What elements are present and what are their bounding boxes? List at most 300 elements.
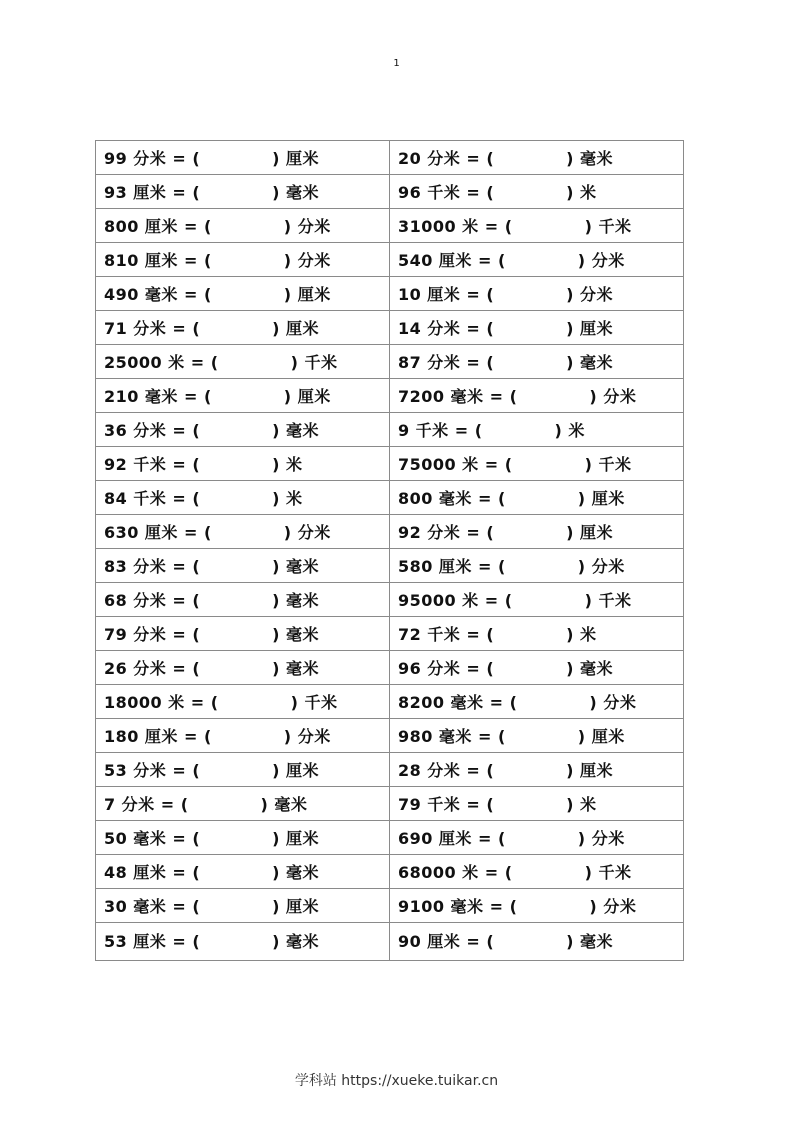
conversion-problem	[96, 141, 390, 175]
target-unit: 千米	[598, 455, 632, 474]
conversion-problem	[96, 685, 390, 719]
open-paren: (	[486, 761, 495, 780]
conversion-problem	[96, 549, 390, 583]
problem-text	[104, 418, 319, 441]
conversion-problem	[390, 549, 684, 583]
worksheet-row	[96, 753, 684, 787]
open-paren: (	[497, 829, 506, 848]
source-unit: 毫米	[144, 387, 178, 406]
equals-sign: =	[184, 251, 198, 270]
source-unit: 厘米	[144, 217, 178, 236]
problem-text	[104, 214, 331, 237]
equals-sign: =	[172, 319, 187, 338]
open-paren: (	[486, 659, 495, 678]
conversion-problem	[390, 753, 684, 787]
conversion-problem	[390, 787, 684, 821]
close-paren: )	[272, 455, 280, 474]
target-unit: 厘米	[286, 319, 320, 338]
close-paren: )	[283, 523, 292, 542]
conversion-problem	[390, 277, 684, 311]
problem-text	[398, 520, 613, 543]
open-paren: (	[192, 149, 201, 168]
problem-text	[104, 758, 319, 781]
worksheet-row	[96, 413, 684, 447]
worksheet-row	[96, 243, 684, 277]
target-unit: 分米	[297, 217, 331, 236]
worksheet-row	[96, 209, 684, 243]
target-unit: 分米	[591, 829, 625, 848]
open-paren: (	[192, 319, 201, 338]
open-paren: (	[486, 319, 495, 338]
target-unit: 毫米	[580, 932, 614, 951]
problem-text	[104, 588, 319, 611]
target-unit: 千米	[598, 217, 632, 236]
close-paren: )	[272, 319, 280, 338]
source-unit: 毫米	[133, 829, 167, 848]
conversion-problem	[96, 345, 390, 379]
quantity-value: 79	[398, 795, 422, 814]
problem-text	[398, 929, 613, 952]
equals-sign: =	[466, 285, 481, 304]
conversion-problem	[96, 787, 390, 821]
source-unit: 千米	[427, 625, 461, 644]
conversion-problem	[96, 209, 390, 243]
quantity-value: 20	[398, 149, 422, 168]
equals-sign: =	[172, 421, 187, 440]
source-unit: 分米	[133, 149, 167, 168]
problem-text	[104, 622, 319, 645]
problem-text	[104, 860, 319, 883]
problem-text	[104, 452, 303, 475]
quantity-value: 92	[104, 455, 128, 474]
problem-text	[104, 180, 319, 203]
target-unit: 米	[580, 795, 597, 814]
target-unit: 分米	[603, 693, 637, 712]
problem-text	[104, 826, 319, 849]
page-number: 1	[393, 58, 400, 69]
open-paren: (	[192, 591, 201, 610]
conversion-problem	[390, 719, 684, 753]
quantity-value: 210	[104, 387, 139, 406]
conversion-problem	[96, 277, 390, 311]
equals-sign: =	[172, 829, 187, 848]
equals-sign: =	[172, 489, 187, 508]
open-paren: (	[486, 625, 495, 644]
equals-sign: =	[484, 455, 499, 474]
target-unit: 分米	[591, 557, 625, 576]
quantity-value: 800	[104, 217, 139, 236]
close-paren: )	[283, 251, 292, 270]
close-paren: )	[566, 285, 574, 304]
equals-sign: =	[478, 829, 492, 848]
target-unit: 厘米	[297, 285, 331, 304]
source-unit: 厘米	[144, 727, 178, 746]
source-unit: 毫米	[450, 387, 484, 406]
open-paren: (	[497, 727, 506, 746]
open-paren: (	[203, 251, 212, 270]
quantity-value: 79	[104, 625, 128, 644]
close-paren: )	[272, 829, 280, 848]
open-paren: (	[192, 489, 201, 508]
open-paren: (	[486, 149, 495, 168]
problem-text	[398, 792, 597, 815]
problem-text	[398, 860, 631, 883]
worksheet-row	[96, 719, 684, 753]
quantity-value: 980	[398, 727, 433, 746]
equals-sign: =	[184, 727, 198, 746]
source-unit: 米	[168, 693, 185, 712]
target-unit: 分米	[603, 897, 637, 916]
open-paren: (	[504, 863, 513, 882]
open-paren: (	[509, 897, 518, 916]
conversion-problem	[390, 651, 684, 685]
worksheet-row	[96, 311, 684, 345]
problem-text	[398, 894, 636, 917]
quantity-value: 53	[104, 932, 128, 951]
open-paren: (	[192, 829, 201, 848]
problem-text	[104, 350, 337, 373]
quantity-value: 83	[104, 557, 128, 576]
conversion-problem	[96, 617, 390, 651]
equals-sign: =	[478, 251, 492, 270]
source-unit: 米	[462, 863, 479, 882]
conversion-problem	[390, 345, 684, 379]
source-unit: 米	[168, 353, 185, 372]
conversion-problem	[390, 617, 684, 651]
problem-text	[398, 180, 597, 203]
target-unit: 毫米	[580, 353, 614, 372]
conversion-problem	[390, 583, 684, 617]
problem-text	[104, 554, 319, 577]
problem-text	[104, 486, 303, 509]
equals-sign: =	[489, 693, 504, 712]
close-paren: )	[272, 897, 280, 916]
quantity-value: 68000	[398, 863, 457, 882]
conversion-problem	[96, 515, 390, 549]
close-paren: )	[584, 591, 593, 610]
target-unit: 毫米	[274, 795, 308, 814]
quantity-value: 84	[104, 489, 128, 508]
source-unit: 分米	[427, 353, 461, 372]
problem-text	[398, 316, 613, 339]
problem-text	[398, 248, 625, 271]
conversion-worksheet-table	[95, 140, 684, 961]
quantity-value: 9	[398, 421, 410, 440]
source-unit: 千米	[133, 489, 167, 508]
equals-sign: =	[478, 489, 492, 508]
problem-text	[398, 350, 613, 373]
quantity-value: 7200	[398, 387, 445, 406]
quantity-value: 93	[104, 183, 128, 202]
quantity-value: 810	[104, 251, 139, 270]
problem-text	[398, 146, 613, 169]
close-paren: )	[566, 659, 574, 678]
close-paren: )	[566, 625, 574, 644]
quantity-value: 96	[398, 183, 422, 202]
close-paren: )	[589, 897, 598, 916]
open-paren: (	[210, 693, 219, 712]
open-paren: (	[192, 183, 201, 202]
source-unit: 千米	[415, 421, 449, 440]
open-paren: (	[192, 932, 201, 951]
conversion-problem	[390, 413, 684, 447]
target-unit: 厘米	[580, 319, 614, 338]
worksheet-row	[96, 277, 684, 311]
close-paren: )	[290, 693, 299, 712]
problem-text	[398, 214, 631, 237]
open-paren: (	[192, 421, 201, 440]
close-paren: )	[554, 421, 563, 440]
worksheet-row	[96, 787, 684, 821]
target-unit: 毫米	[286, 863, 320, 882]
source-unit: 厘米	[427, 285, 461, 304]
source-unit: 毫米	[450, 693, 484, 712]
open-paren: (	[192, 659, 201, 678]
problem-text	[398, 826, 625, 849]
open-paren: (	[504, 455, 513, 474]
conversion-problem	[96, 175, 390, 209]
equals-sign: =	[466, 319, 481, 338]
close-paren: )	[272, 421, 280, 440]
open-paren: (	[474, 421, 483, 440]
quantity-value: 71	[104, 319, 128, 338]
footer-watermark: 学科站 https://xueke.tuikar.cn	[294, 1073, 499, 1089]
quantity-value: 7	[104, 795, 116, 814]
conversion-problem	[96, 889, 390, 923]
quantity-value: 18000	[104, 693, 163, 712]
target-unit: 分米	[580, 285, 614, 304]
source-unit: 厘米	[144, 251, 178, 270]
conversion-problem	[390, 447, 684, 481]
equals-sign: =	[484, 591, 499, 610]
equals-sign: =	[172, 897, 187, 916]
equals-sign: =	[466, 659, 481, 678]
source-unit: 厘米	[133, 932, 167, 951]
equals-sign: =	[172, 183, 187, 202]
open-paren: (	[509, 387, 518, 406]
worksheet-row	[96, 345, 684, 379]
problem-text	[104, 929, 319, 952]
equals-sign: =	[466, 795, 481, 814]
open-paren: (	[192, 897, 201, 916]
conversion-problem	[96, 923, 390, 961]
quantity-value: 800	[398, 489, 433, 508]
quantity-value: 630	[104, 523, 139, 542]
source-unit: 厘米	[438, 251, 472, 270]
problem-text	[104, 724, 331, 747]
close-paren: )	[577, 557, 586, 576]
close-paren: )	[577, 489, 586, 508]
source-unit: 分米	[133, 625, 167, 644]
conversion-problem	[390, 175, 684, 209]
problem-text	[398, 656, 613, 679]
target-unit: 分米	[603, 387, 637, 406]
equals-sign: =	[466, 523, 481, 542]
source-unit: 厘米	[427, 932, 461, 951]
problem-text	[398, 690, 636, 713]
problem-text	[398, 554, 625, 577]
conversion-problem	[390, 515, 684, 549]
quantity-value: 10	[398, 285, 422, 304]
worksheet-row	[96, 821, 684, 855]
worksheet-row	[96, 141, 684, 175]
problem-text	[104, 792, 307, 815]
close-paren: )	[566, 523, 574, 542]
problem-text	[104, 146, 319, 169]
source-unit: 分米	[133, 557, 167, 576]
equals-sign: =	[172, 591, 187, 610]
problem-text	[398, 282, 613, 305]
close-paren: )	[272, 625, 280, 644]
source-unit: 千米	[427, 183, 461, 202]
worksheet-row	[96, 583, 684, 617]
source-unit: 厘米	[133, 183, 167, 202]
source-unit: 毫米	[133, 897, 167, 916]
quantity-value: 690	[398, 829, 433, 848]
target-unit: 厘米	[286, 149, 320, 168]
close-paren: )	[283, 217, 292, 236]
conversion-problem	[390, 923, 684, 961]
open-paren: (	[486, 523, 495, 542]
conversion-problem	[96, 413, 390, 447]
quantity-value: 50	[104, 829, 128, 848]
close-paren: )	[283, 387, 292, 406]
close-paren: )	[584, 217, 593, 236]
target-unit: 千米	[304, 353, 338, 372]
quantity-value: 540	[398, 251, 433, 270]
close-paren: )	[566, 932, 574, 951]
source-unit: 厘米	[144, 523, 178, 542]
worksheet-row	[96, 651, 684, 685]
close-paren: )	[260, 795, 269, 814]
open-paren: (	[203, 523, 212, 542]
source-unit: 分米	[121, 795, 155, 814]
open-paren: (	[497, 251, 506, 270]
target-unit: 米	[286, 489, 303, 508]
equals-sign: =	[484, 863, 499, 882]
open-paren: (	[486, 932, 495, 951]
open-paren: (	[486, 353, 495, 372]
equals-sign: =	[172, 863, 187, 882]
open-paren: (	[203, 285, 212, 304]
close-paren: )	[589, 693, 598, 712]
source-unit: 分米	[427, 149, 461, 168]
open-paren: (	[203, 727, 212, 746]
problem-text	[398, 452, 631, 475]
open-paren: (	[192, 455, 201, 474]
open-paren: (	[497, 489, 506, 508]
conversion-problem	[390, 855, 684, 889]
equals-sign: =	[466, 149, 481, 168]
open-paren: (	[504, 591, 513, 610]
source-unit: 千米	[427, 795, 461, 814]
conversion-problem	[390, 243, 684, 277]
quantity-value: 90	[398, 932, 422, 951]
target-unit: 毫米	[286, 625, 320, 644]
quantity-value: 72	[398, 625, 422, 644]
target-unit: 毫米	[286, 932, 320, 951]
equals-sign: =	[489, 897, 504, 916]
conversion-problem	[96, 311, 390, 345]
quantity-value: 30	[104, 897, 128, 916]
problem-text	[398, 588, 631, 611]
problem-text	[398, 384, 636, 407]
open-paren: (	[203, 387, 212, 406]
worksheet-row	[96, 549, 684, 583]
close-paren: )	[566, 319, 574, 338]
worksheet-row	[96, 447, 684, 481]
equals-sign: =	[466, 625, 481, 644]
quantity-value: 87	[398, 353, 422, 372]
target-unit: 毫米	[286, 421, 320, 440]
problem-text	[398, 724, 625, 747]
source-unit: 分米	[133, 591, 167, 610]
target-unit: 厘米	[297, 387, 331, 406]
problem-text	[104, 282, 331, 305]
source-unit: 分米	[133, 659, 167, 678]
target-unit: 米	[568, 421, 585, 440]
close-paren: )	[272, 183, 280, 202]
problem-text	[398, 758, 613, 781]
source-unit: 千米	[133, 455, 167, 474]
close-paren: )	[272, 149, 280, 168]
worksheet-row	[96, 685, 684, 719]
equals-sign: =	[172, 149, 187, 168]
quantity-value: 92	[398, 523, 422, 542]
conversion-problem	[390, 141, 684, 175]
close-paren: )	[566, 149, 574, 168]
open-paren: (	[180, 795, 189, 814]
close-paren: )	[584, 455, 593, 474]
target-unit: 厘米	[591, 489, 625, 508]
equals-sign: =	[184, 523, 198, 542]
close-paren: )	[272, 932, 280, 951]
quantity-value: 26	[104, 659, 128, 678]
source-unit: 分米	[427, 319, 461, 338]
problem-text	[104, 894, 319, 917]
close-paren: )	[283, 727, 292, 746]
source-unit: 毫米	[144, 285, 178, 304]
equals-sign: =	[190, 353, 205, 372]
target-unit: 厘米	[580, 761, 614, 780]
worksheet-row	[96, 515, 684, 549]
conversion-problem	[96, 753, 390, 787]
source-unit: 毫米	[438, 727, 472, 746]
open-paren: (	[203, 217, 212, 236]
source-unit: 分米	[427, 761, 461, 780]
conversion-problem	[96, 651, 390, 685]
target-unit: 毫米	[286, 557, 320, 576]
close-paren: )	[589, 387, 598, 406]
quantity-value: 36	[104, 421, 128, 440]
target-unit: 千米	[598, 591, 632, 610]
equals-sign: =	[190, 693, 205, 712]
equals-sign: =	[466, 183, 481, 202]
conversion-problem	[390, 379, 684, 413]
quantity-value: 53	[104, 761, 128, 780]
close-paren: )	[577, 251, 586, 270]
problem-text	[398, 486, 625, 509]
equals-sign: =	[466, 761, 481, 780]
source-unit: 厘米	[438, 829, 472, 848]
equals-sign: =	[184, 217, 198, 236]
worksheet-row	[96, 617, 684, 651]
worksheet-row	[96, 855, 684, 889]
conversion-problem	[96, 821, 390, 855]
target-unit: 厘米	[591, 727, 625, 746]
source-unit: 米	[462, 217, 479, 236]
worksheet-row	[96, 175, 684, 209]
